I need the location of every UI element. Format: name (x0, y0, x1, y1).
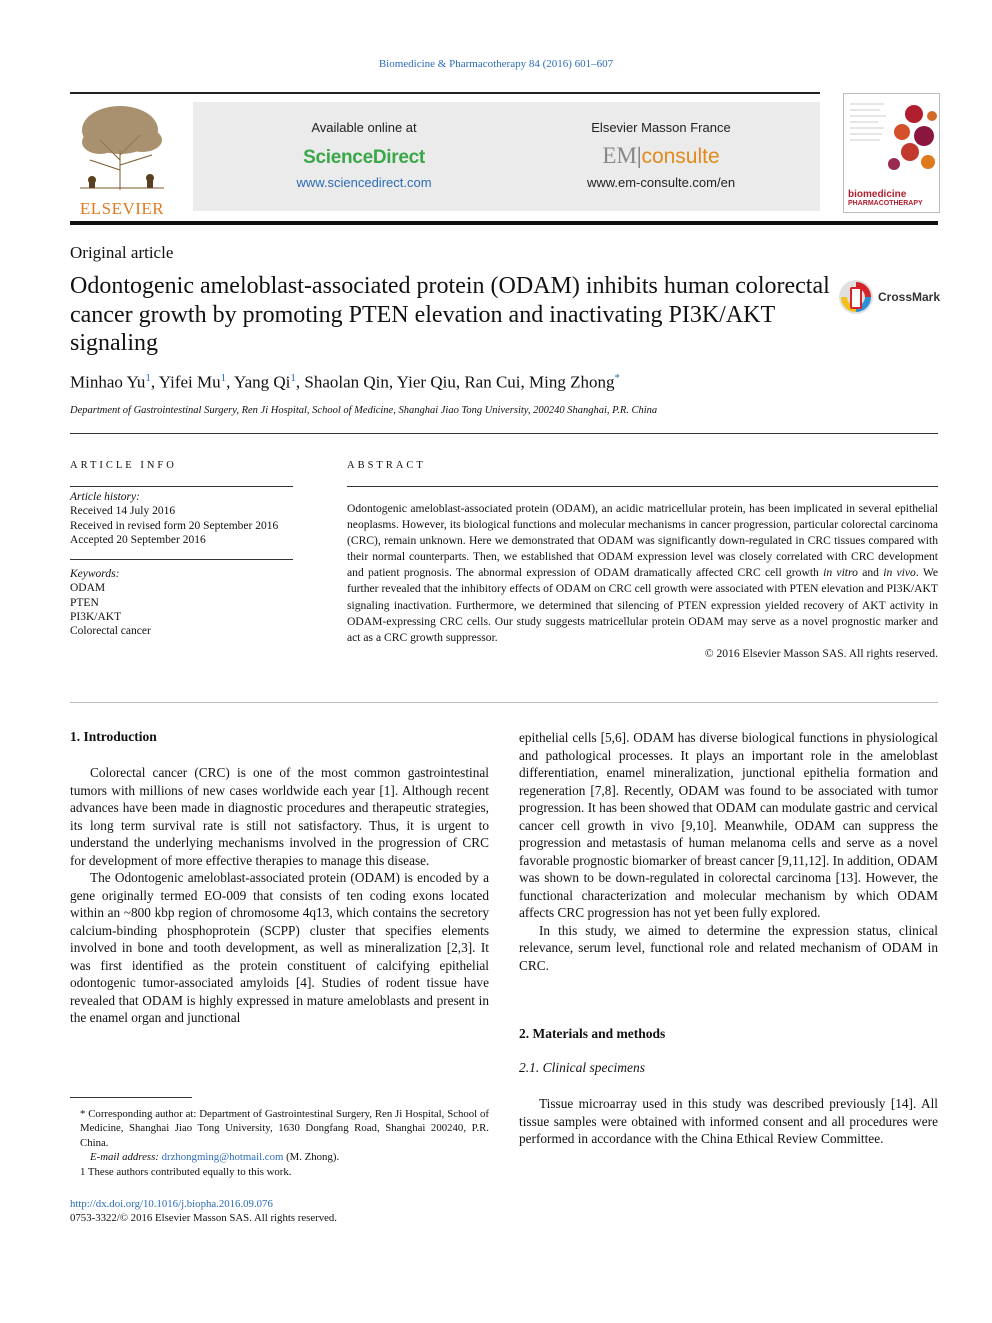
author[interactable]: Ran Cui (464, 372, 521, 392)
elsevier-tree-icon (70, 100, 174, 192)
crossmark-badge[interactable] (838, 279, 941, 317)
email-link[interactable]: drzhongming@hotmail.com (161, 1151, 284, 1164)
footnote-rule (70, 1097, 192, 1098)
keyword: PTEN (70, 596, 99, 609)
abstract-italic: in vitro (823, 566, 858, 580)
article-title: Odontogenic ameloblast-associated protein (ODAM) inhibits human colorectal cancer growth by promoting PTEN elevation and inactivating PI3K/AKT signaling (70, 273, 830, 356)
emconsulte-link[interactable]: www.em-consulte.com/en (586, 175, 736, 190)
author[interactable]: Ming Zhong (529, 372, 615, 392)
paragraph: Tissue microarray used in this study was described previously [14]. All tissue samples were obtained with informed consent and all procedures were performed in accordance with the China Ethical Review Committee. (519, 1096, 938, 1146)
divider (70, 433, 938, 434)
history-received: Received 14 July 2016 (70, 505, 176, 518)
elsevier-wordmark: ELSEVIER (79, 199, 165, 218)
crossmark-icon (838, 279, 874, 315)
author[interactable]: Yier Qiu (396, 372, 456, 392)
author[interactable]: Yang Qi (234, 372, 291, 392)
journal-cover[interactable] (843, 93, 940, 213)
clinical-specimens-text (519, 1095, 938, 1148)
abstract-text: . We further revealed that the inhibitory effects of ODAM on CRC cell growth were associated with PTEN elevation and PI3K/AKT signaling inactivation. Furthermore, we determined that silencing of PTEN expression yielded recovery of AKT activity in ODAM-expressing CRC cells. Our study suggests matricellular protein ODAM may serve as a novel prognostic marker and act as a CRC growth suppressor. (347, 566, 938, 644)
sciencedirect-block (269, 120, 459, 190)
em-logo-right: consulte (641, 145, 720, 168)
email-owner: (M. Zhong). (283, 1151, 340, 1164)
em-publisher-label: Elsevier Masson France (591, 120, 731, 135)
cover-title-main: biomedicine (848, 189, 907, 200)
methods-heading: 2. Materials and methods (519, 1026, 666, 1041)
available-online-label: Available online at (311, 120, 417, 135)
cover-art-icon (844, 94, 939, 184)
author-mark[interactable]: * (614, 372, 621, 384)
header-rule-top (70, 92, 820, 94)
abstract-text: and (857, 566, 884, 580)
sciencedirect-link[interactable]: www.sciencedirect.com (296, 175, 432, 190)
issn-line: 0753-3322/© 2016 Elsevier Masson SAS. All rights reserved. (70, 1212, 338, 1225)
article-type: Original article (70, 243, 174, 262)
article-history (70, 490, 300, 547)
author-mark[interactable]: 1 (145, 372, 151, 384)
email-footnote (70, 1150, 489, 1164)
keyword: Colorectal cancer (70, 625, 151, 638)
affiliation: Department of Gastrointestinal Surgery, Ren Ji Hospital, School of Medicine, Shanghai Jiao Tong University, 200240 Shanghai, P.R. China (70, 405, 658, 416)
doi-link[interactable]: http://dx.doi.org/10.1016/j.biopha.2016.09.076 (70, 1198, 273, 1210)
cover-title-sub: PHARMACOTHERAPY (848, 200, 923, 207)
abstract-italic: in vivo (883, 566, 916, 580)
history-label: Article history: (70, 491, 140, 503)
footnotes (70, 1107, 489, 1179)
paragraph: epithelial cells [5,6]. ODAM has diverse biological functions in physiological and pathological processes. It plays an important role in the ameloblast differentiation, enamel mineralization, junctional epithelia formation and regeneration [7,8]. Recently, ODAM was found to be associated with tumor progression. It has been showed that ODAM can modulate gastric and cervical cancer cell growth in vivo [9,10]. Meanwhile, ODAM can suppress the progression and metastasis of human melanoma cells and serve as a novel favorable prognostic biomarker of breast cancer [9,11,12]. In addition, ODAM was shown to be down-regulated in colorectal carcinoma [13]. However, the functional characterization and molecular mechanism by which ODAM affects CRC progression has not yet been fully explored. (519, 730, 938, 920)
abstract-text: Odontogenic ameloblast-associated protein (ODAM), an acidic matricellular protein, has been implicated in several epithelial neoplasms. However, its biological functions and molecular mechanisms in cancer progression, particular colorectal carcinoma (CRC), remain unknown. Here we demonstrated that ODAM was significantly down-regulated in CRC tissues compared with their normal counterparts. Then, we established that ODAM expression level was closely correlated with CRC development and patient prognosis. The abnormal expression of ODAM dramatically affected CRC cell growth (347, 502, 938, 580)
author-mark[interactable]: 1 (220, 372, 227, 384)
author-list: Minhao Yu$^1$, Yifei Mu$^1$, Yang Qi$^1$, Shaolan Qin, Yier Qiu, Ran Cui, Ming Zhong* (70, 372, 621, 392)
abstract-heading: ABSTRACT (347, 460, 426, 471)
history-revised: Received in revised form 20 September 2016 (70, 519, 279, 532)
header-rule-bottom (70, 221, 938, 225)
keywords-label: Keywords: (70, 568, 120, 580)
divider (347, 486, 938, 487)
divider (70, 486, 293, 487)
corresponding-footnote: * Corresponding author at: Department of Gastrointestinal Surgery, Ren Ji Hospital, School of Medicine, Shanghai Jiao Tong University, 1630 Dongfang Road, Shanghai 200240, P.R. China. (80, 1108, 489, 1149)
em-logo-left: EM (602, 143, 637, 168)
keywords (70, 567, 300, 638)
abstract-copyright: © 2016 Elsevier Masson SAS. All rights reserved. (704, 646, 938, 660)
emconsulte-block (551, 120, 771, 190)
author[interactable]: Shaolan Qin (304, 372, 389, 392)
clinical-specimens-heading: 2.1. Clinical specimens (519, 1060, 645, 1075)
sciencedirect-logo[interactable]: ScienceDirect (303, 147, 425, 168)
author-mark[interactable]: 1 (290, 372, 296, 384)
article-info-heading: ARTICLE INFO (70, 460, 177, 471)
history-accepted: Accepted 20 September 2016 (70, 533, 206, 546)
emconsulte-logo[interactable]: EM|consulte (602, 143, 720, 168)
platform-banner (193, 102, 820, 211)
keyword: PI3K/AKT (70, 610, 122, 623)
author[interactable]: Minhao Yu (70, 372, 146, 392)
paragraph: In this study, we aimed to determine the expression status, clinical relevance, serum level, functional role and related mechanism of ODAM in CRC. (519, 922, 938, 973)
elsevier-logo (70, 100, 174, 218)
paragraph: Colorectal cancer (CRC) is one of the most common gastrointestinal tumors with millions of new cases worldwide each year [1]. Although recent advances have been made in diagnostic procedures and therapeutic strategies, its long term survival rate is still not satisfactory. Thus, it is urgent to understand the underlying mechanisms involved in the progression of CRC for development of more effective therapies to manage this disease. (70, 765, 489, 868)
divider (70, 559, 293, 560)
keyword: ODAM (70, 582, 106, 595)
divider (70, 702, 938, 703)
crossmark-label: CrossMark (878, 290, 941, 304)
email-label: E-mail address: (90, 1151, 159, 1164)
abstract-body (347, 501, 938, 662)
doi-block (70, 1197, 489, 1226)
equal-contribution-footnote: 1 These authors contributed equally to this work. (80, 1165, 292, 1178)
body-column-right (519, 729, 938, 974)
journal-reference[interactable]: Biomedicine & Pharmacotherapy 84 (2016) 601–607 (378, 58, 614, 70)
body-column-left (70, 764, 489, 1027)
paragraph: The Odontogenic ameloblast-associated protein (ODAM) is encoded by a gene originally termed EO-009 that consists of ten coding exons located within an ~800 kbp region of chromosome 4q13, which contains the secretory calcium-binding phosphoprotein (SCPP) cluster that specifies elements involved in bone and tooth development, as well as mineralization [2,3]. It was first identified as the protein constituent of calcifying epithelial odontogenic tumor-associated amyloids [4]. Studies of rodent tissue have revealed that ODAM is highly expressed in mature ameloblasts and present in the enamel organ and junctional (70, 870, 489, 1025)
intro-heading: 1. Introduction (70, 729, 157, 744)
author[interactable]: Yifei Mu (158, 372, 221, 392)
